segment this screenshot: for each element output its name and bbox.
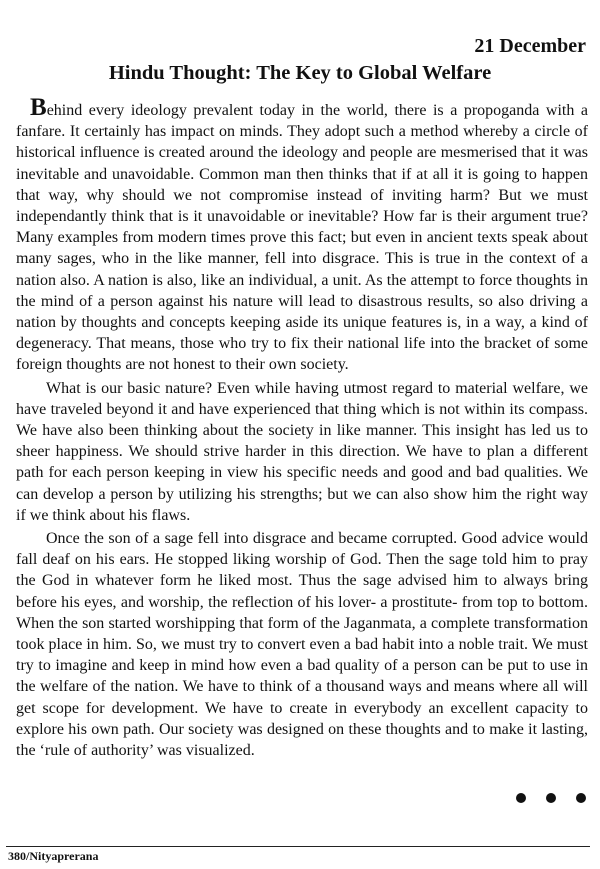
paragraph-1 <box>16 94 588 376</box>
page-footer: 380/Nityaprerana <box>8 849 99 863</box>
dot-ornament <box>516 793 526 803</box>
article-title: Hindu Thought: The Key to Global Welfare <box>108 62 492 84</box>
paragraph-1-text: ehind every ideology prevalent today in the world, there is a propoganda with a fanfare. It certainly has impact on minds. They adopt such a method whereby a circle of historical influence is created around the ideology and people are mesmerised that it was inevitable and unavoidable. Common man then thinks that if at all it is going to happen that way, why should we not compromise instead of inviting harm? But we must independantly think that is it unavoidable or inevitable? How far is their argument true? Many examples from modern times prove this fact; but even in ancient texts speak about many sages, who in the like manner, fell into disgrace. This is true in the context of a nation also. A nation is also, like an individual, a unit. As the attempt to force thoughts in the mind of a person against his nature will lead to disastrous results, so also driving a nation by thoughts and concepts keeping aside its unique features is, in a way, a kind of degeneracy. That means, those who try to fix their national life into the bracket of some foreign thoughts are not honest to their own society. <box>16 102 588 374</box>
article-body <box>16 94 588 761</box>
page-date: 21 December <box>474 35 586 57</box>
paragraph-3: Once the son of a sage fell into disgrace and became corrupted. Good advice would fall deaf on his ears. He stopped liking worship of God. Then the sage told him to pray the God in whatever form he liked most. Thus the sage advised him to always bring before his eyes, and worship, the reflection of his lover- a prostitute- from top to bottom. When the son started worshipping that form of the Jaganmata, a complete transformation took place in him. So, we must try to convert even a bad habit into a noble trait. We must try to imagine and keep in mind how even a bad quality of a person can be put to use in the welfare of the nation. We have to think of a thousand ways and means where all will get scope for development. We have to create in everybody an excellent capacity to explore his own path. Our society was designed on these thoughts and to make it lasting, the ‘rule of authority’ was visualized. <box>16 530 588 760</box>
paragraph-2: What is our basic nature? Even while having utmost regard to material welfare, we have traveled beyond it and have experienced that thing which is not within its compass. We have also been thinking about the society in like manner. This insight has led us to sheer happiness. We should strive harder in this direction. We have to plan a different path for each person keeping in view his specific needs and good and bad qualities. We can develop a person by utilizing his strengths; but we can also show him the right way if we think about his flaws. <box>16 379 588 524</box>
dot-ornament <box>546 793 556 803</box>
drop-cap: B <box>30 94 47 121</box>
dot-ornament <box>576 793 586 803</box>
footer-divider <box>6 846 590 847</box>
section-end-dots <box>516 793 586 803</box>
